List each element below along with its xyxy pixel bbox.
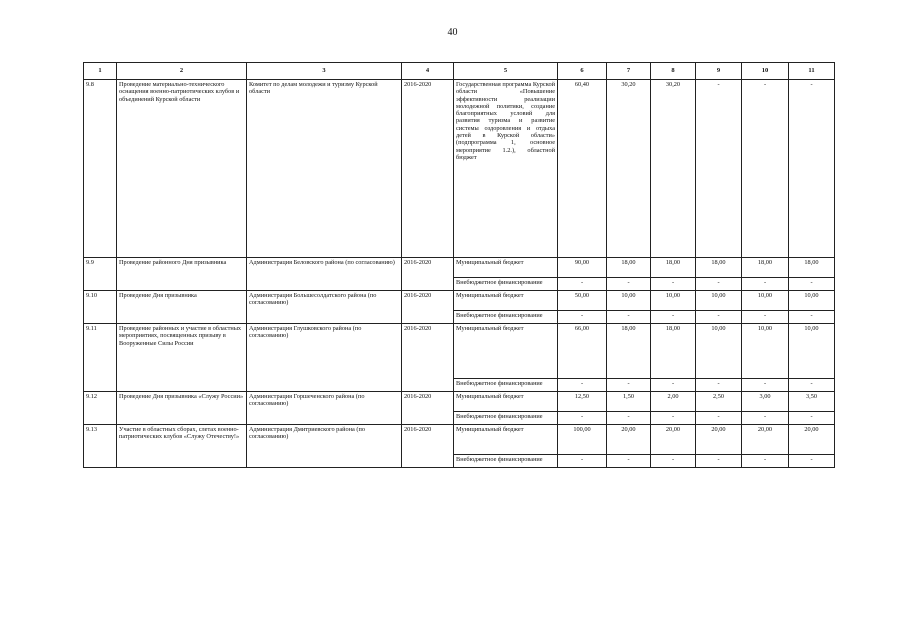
executor-cell: Комитет по делам молодежи и туризму Курской области xyxy=(247,80,402,258)
value-cell: 18,00 xyxy=(651,324,696,379)
value-cell: 20,00 xyxy=(742,425,789,455)
value-cell: - xyxy=(558,379,607,392)
value-cell: - xyxy=(651,455,696,468)
value-cell: 18,00 xyxy=(789,258,835,278)
column-header: 3 xyxy=(247,63,402,80)
value-cell: 12,50 xyxy=(558,392,607,412)
row-id-cell: 9.8 xyxy=(84,80,117,258)
table-body xyxy=(84,80,835,468)
value-cell: 10,00 xyxy=(742,291,789,311)
value-cell: 10,00 xyxy=(607,291,651,311)
value-cell: 66,00 xyxy=(558,324,607,379)
funding-source-cell: Внебюджетное финансирование xyxy=(454,311,558,324)
activity-cell: Участие в областных сборах, слетах военно-патриотических клубов «Служу Отечеству!» xyxy=(117,425,247,468)
value-cell: - xyxy=(742,80,789,258)
activity-cell: Проведение Дня призывника «Служу России» xyxy=(117,392,247,425)
column-header: 9 xyxy=(696,63,742,80)
funding-source-cell: Государственная программа Курской области «Повышение эффективности реализации молодежной политики, создание благоприятных условий для развития туризма и развитие системы оздоровления и отдыха детей в Курской области» (подпрограмма 1, основное мероприятие 1.2.), областной бюджет xyxy=(454,80,558,258)
program-table xyxy=(83,62,835,468)
column-header: 8 xyxy=(651,63,696,80)
activity-cell: Проведение материально-технического оснащения военно-патриотических клубов и объединений Курской области xyxy=(117,80,247,258)
value-cell: - xyxy=(607,455,651,468)
funding-source-cell: Муниципальный бюджет xyxy=(454,392,558,412)
row-id-cell: 9.12 xyxy=(84,392,117,425)
executor-cell: Администрация Горшеченского района (по согласованию) xyxy=(247,392,402,425)
column-header: 1 xyxy=(84,63,117,80)
value-cell: 10,00 xyxy=(651,291,696,311)
value-cell: 20,00 xyxy=(607,425,651,455)
value-cell: - xyxy=(696,455,742,468)
value-cell: 20,00 xyxy=(696,425,742,455)
executor-cell: Администрация Беловского района (по согласованию) xyxy=(247,258,402,291)
value-cell: - xyxy=(651,379,696,392)
funding-source-cell: Муниципальный бюджет xyxy=(454,258,558,278)
value-cell: - xyxy=(558,455,607,468)
value-cell: 20,00 xyxy=(789,425,835,455)
table-row xyxy=(84,80,835,258)
value-cell: 2,50 xyxy=(696,392,742,412)
value-cell: 90,00 xyxy=(558,258,607,278)
period-cell: 2016-2020 xyxy=(402,291,454,324)
value-cell: - xyxy=(651,311,696,324)
value-cell: 18,00 xyxy=(607,324,651,379)
value-cell: - xyxy=(696,412,742,425)
column-header: 2 xyxy=(117,63,247,80)
value-cell: - xyxy=(742,278,789,291)
value-cell: 10,00 xyxy=(742,324,789,379)
value-cell: 10,00 xyxy=(696,324,742,379)
value-cell: 50,00 xyxy=(558,291,607,311)
value-cell: - xyxy=(696,80,742,258)
value-cell: 3,50 xyxy=(789,392,835,412)
value-cell: 10,00 xyxy=(789,324,835,379)
page-number: 40 xyxy=(447,27,458,38)
value-cell: 30,20 xyxy=(651,80,696,258)
column-header: 7 xyxy=(607,63,651,80)
table-row xyxy=(84,324,835,379)
value-cell: 30,20 xyxy=(607,80,651,258)
row-id-cell: 9.10 xyxy=(84,291,117,324)
value-cell: - xyxy=(789,455,835,468)
value-cell: - xyxy=(742,455,789,468)
value-cell: - xyxy=(651,278,696,291)
value-cell: - xyxy=(607,278,651,291)
column-header: 4 xyxy=(402,63,454,80)
value-cell: - xyxy=(651,412,696,425)
column-header: 5 xyxy=(454,63,558,80)
value-cell: 2,00 xyxy=(651,392,696,412)
value-cell: 1,50 xyxy=(607,392,651,412)
value-cell: - xyxy=(742,412,789,425)
period-cell: 2016-2020 xyxy=(402,425,454,468)
funding-source-cell: Муниципальный бюджет xyxy=(454,324,558,379)
value-cell: - xyxy=(789,379,835,392)
funding-source-cell: Муниципальный бюджет xyxy=(454,425,558,455)
value-cell: 20,00 xyxy=(651,425,696,455)
table-row xyxy=(84,291,835,311)
row-id-cell: 9.11 xyxy=(84,324,117,392)
period-cell: 2016-2020 xyxy=(402,324,454,392)
executor-cell: Администрация Глушковского района (по согласованию) xyxy=(247,324,402,392)
value-cell: - xyxy=(558,412,607,425)
funding-source-cell: Муниципальный бюджет xyxy=(454,291,558,311)
funding-source-cell: Внебюджетное финансирование xyxy=(454,455,558,468)
value-cell: 10,00 xyxy=(696,291,742,311)
activity-cell: Проведение районных и участие в областных мероприятиях, посвященных призыву в Вооруженные Силы России xyxy=(117,324,247,392)
value-cell: - xyxy=(742,311,789,324)
row-id-cell: 9.9 xyxy=(84,258,117,291)
funding-source-cell: Внебюджетное финансирование xyxy=(454,278,558,291)
value-cell: 60,40 xyxy=(558,80,607,258)
column-header: 10 xyxy=(742,63,789,80)
value-cell: 100,00 xyxy=(558,425,607,455)
executor-cell: Администрация Большесолдатского района (по согласованию) xyxy=(247,291,402,324)
value-cell: 18,00 xyxy=(696,258,742,278)
value-cell: - xyxy=(696,311,742,324)
value-cell: - xyxy=(607,311,651,324)
value-cell: - xyxy=(789,311,835,324)
activity-cell: Проведение районного Дня призывника xyxy=(117,258,247,291)
value-cell: - xyxy=(558,278,607,291)
value-cell: 18,00 xyxy=(607,258,651,278)
value-cell: 18,00 xyxy=(742,258,789,278)
activity-cell: Проведение Дня призывника xyxy=(117,291,247,324)
value-cell: - xyxy=(607,379,651,392)
period-cell: 2016-2020 xyxy=(402,80,454,258)
value-cell: 18,00 xyxy=(651,258,696,278)
value-cell: - xyxy=(789,278,835,291)
column-header: 11 xyxy=(789,63,835,80)
value-cell: - xyxy=(742,379,789,392)
executor-cell: Администрация Дмитриевского района (по согласованию) xyxy=(247,425,402,468)
value-cell: - xyxy=(558,311,607,324)
table-row xyxy=(84,392,835,412)
funding-source-cell: Внебюджетное финансирование xyxy=(454,412,558,425)
row-id-cell: 9.13 xyxy=(84,425,117,468)
table-row xyxy=(84,425,835,455)
value-cell: 10,00 xyxy=(789,291,835,311)
value-cell: - xyxy=(607,412,651,425)
period-cell: 2016-2020 xyxy=(402,392,454,425)
funding-source-cell: Внебюджетное финансирование xyxy=(454,379,558,392)
period-cell: 2016-2020 xyxy=(402,258,454,291)
value-cell: - xyxy=(789,412,835,425)
header-row xyxy=(84,63,835,80)
value-cell: 3,00 xyxy=(742,392,789,412)
table-row xyxy=(84,258,835,278)
value-cell: - xyxy=(789,80,835,258)
value-cell: - xyxy=(696,379,742,392)
value-cell: - xyxy=(696,278,742,291)
column-header: 6 xyxy=(558,63,607,80)
